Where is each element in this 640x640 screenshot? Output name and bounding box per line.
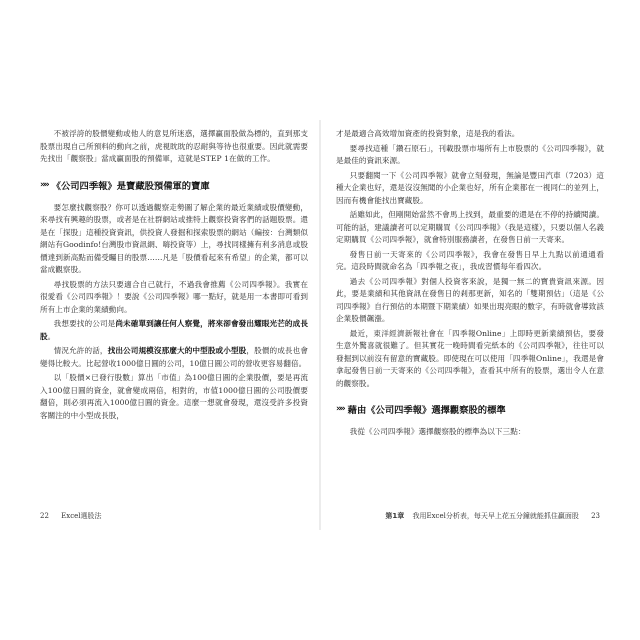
paragraph: 要尋找這種「鑽石原石」，刊載股票市場所有上市股票的《公司四季報》，就是最佳的資訊來源。 — [336, 143, 604, 165]
paragraph: 以「股價×已發行股數」算出「市值」為100億日圓的企業股價，要是再流入100億日圓的資金，就會變成兩倍，相對的，市值1000億日圓的公司股價要翻倍，則必須再流入1000億日圓的資金。這麼一想就會發現，還沒受許多投資客關注的中小型成長股， — [40, 373, 308, 420]
paragraph: 要怎麼找觀察股？你可以透過觀察走勢圖了解企業的最近業績或股價變動，來尋找有興趣的股票，或者是在社群網站或推特上觀察投資客們的話題股票。還是在「探股」這種投資資訊，供投資人發掘和探索股票的網站（編按：台灣類似網站有Goodinfo!台灣股市資訊網、嗨投資等）上，尋找同樣擁有利多消息或股價達到新高點而備受矚目的股票……凡是「股價看起來有希望」的企業，都可以當成觀察股。 — [40, 202, 308, 274]
paragraph: 不被浮誇的股價變動或他人的意見所迷惑，選擇贏面股做為標的，直到那支股票出現自己所預料的動向之前，虎視眈眈的忍耐與等待也很重要。因此就需要先找出「觀察股」當成贏面股的預備軍，這就是STEP 1在做的工作。 — [40, 129, 308, 163]
chapter-title: 我用Excel分析表，每天早上花五分鐘就能抓住贏面股 — [412, 512, 579, 520]
double-chevron-icon: »» — [40, 179, 48, 190]
text-run: ，股價的成長也會變得比較大。比起營收1000億日圓的公司，10億日圓公司的營收更容易翻倍。 — [40, 346, 308, 368]
right-page — [336, 128, 604, 441]
emphasis-text: 找出公司規模沒那麼大的中型股或小型股 — [107, 346, 247, 355]
paragraph: 只要翻閱一下《公司四季報》就會立刻發現，無論是豐田汽車（7203）這種大企業也好，還是沒沒無聞的小企業也好，所有企業都在一視同仁的並列上，因而有機會能找出寶藏股。 — [336, 170, 604, 205]
paragraph: 我從《公司四季報》選擇觀察股的標準為以下三點： — [349, 427, 526, 436]
paragraph — [40, 345, 308, 370]
section-heading — [40, 178, 308, 192]
section-heading — [336, 402, 604, 416]
paragraph: 發售日前一天寄來的《公司四季報》，我會在發售日早上九點以前通通看完。這段時間就命名為「四季報之夜」，我成習慣每年看四次。 — [336, 249, 604, 271]
emphasis-text: 尚未確單到讓任何人察覺，將來卻會發出耀眼光芒的成長股 — [40, 319, 308, 341]
section-heading-text: 《公司四季報》是寶藏股預備軍的寶庫 — [51, 180, 210, 192]
paragraph: 最近，東洋經濟新報社會在「四季報Online」上即時更新業績預估，要發生意外驚喜就很難了。但其實花一晚時間看完紙本的《公司四季報》，往往可以發掘到以前沒有留意的寶藏股。即使現在可以使用「四季報Online」，我還是會拿起發售日前一天寄來的《公司四季報》，查看其中所有的股票，選出令人在意的觀察股。 — [336, 328, 604, 388]
book-title: Excel選股法 — [61, 512, 102, 520]
page-number: 22 — [40, 512, 49, 520]
left-page-footer — [40, 511, 102, 521]
paragraph: 尋找股票的方法只要適合自己就行，不過我會推薦《公司四季報》。我實在很愛看《公司四季報》！要說《公司四季報》哪一點好，就是用一本書即可看到所有上市企業的業績動向。 — [40, 279, 308, 314]
right-page-footer — [385, 511, 600, 521]
paragraph: 過去《公司四季報》對個人投資客來說，是獨一無二的寶貴資訊來源。因此，要是業績和其他資訊在發售日的剎那更新，知名的「雙期預估」（這是《公司四季報》自行預估的本期暨下期業績）如果出現亮眼的數字，有時就會導致該企業股價飆漲。 — [336, 276, 604, 323]
page-number: 23 — [591, 512, 600, 520]
double-chevron-icon: »» — [336, 404, 344, 414]
text-run: 我想要找的公司是 — [53, 319, 116, 328]
book-gutter — [319, 120, 321, 530]
paragraph: 才是最適合高效增加資產的投資對象，這是我的看法。 — [336, 129, 520, 138]
chapter-label: 第1章 — [385, 512, 405, 520]
left-page — [40, 128, 308, 424]
paragraph: 話雖如此，但剛開始當然不會馬上找到，最重要的還是在不停的持續閱讀。可能的話，建議讀者可以定期購買《公司四季報》（我是這樣），只要以個人名義定期購買《公司四季報》，就會特別服務讀者，在發售日前一天寄來。 — [336, 210, 604, 244]
text-run: 。 — [47, 331, 56, 341]
section-heading-text: 藉由《公司四季報》選擇觀察股的標準 — [347, 405, 506, 416]
text-run: 情況允許的話， — [53, 346, 108, 355]
paragraph — [40, 318, 308, 343]
